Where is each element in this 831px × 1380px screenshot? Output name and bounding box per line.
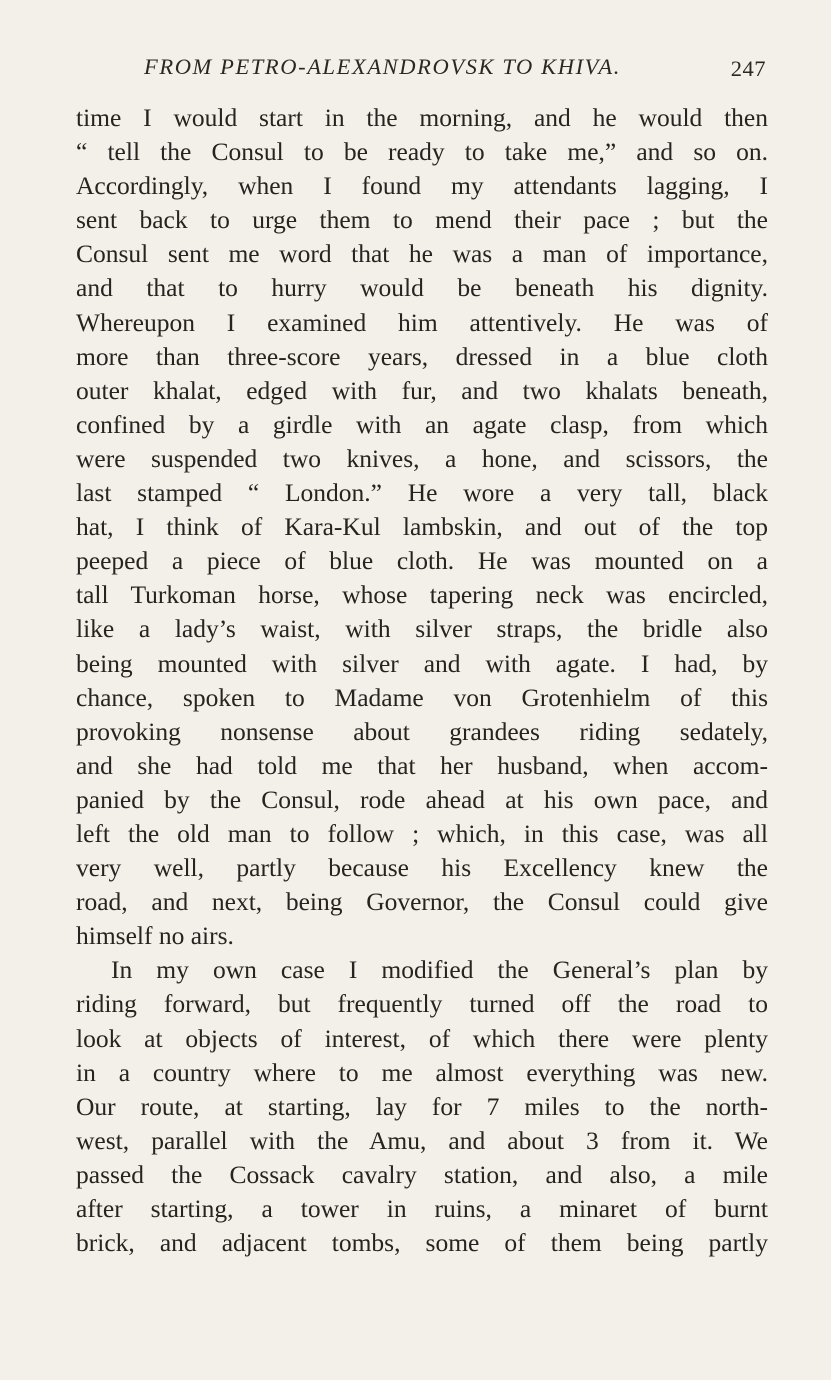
text-line: time I would start in the morning, and he would then (76, 103, 768, 132)
text-line: being mounted with silver and with agate. I had, by (76, 648, 768, 678)
running-head (76, 52, 768, 88)
text-line: chance, spoken to Madame von Grotenhielm of this (76, 682, 768, 712)
text-line: road, and next, being Governor, the Consul could give (76, 887, 768, 917)
text-line: riding forward, but frequently turned off the road to (76, 989, 768, 1019)
text-line: Our route, at starting, lay for 7 miles to the north- (76, 1091, 768, 1121)
text-line: Whereupon I examined him attentively. He was of (76, 307, 768, 337)
text-line: panied by the Consul, rode ahead at his own pace, and (76, 784, 768, 814)
text-line: outer khalat, edged with fur, and two khalats beneath, (76, 375, 768, 405)
text-line: west, parallel with the Amu, and about 3 from it. We (76, 1125, 768, 1155)
text-line: in a country where to me almost everything was new. (76, 1057, 768, 1087)
text-line: more than three-score years, dressed in a blue cloth (76, 341, 768, 371)
text-line: look at objects of interest, of which there were plenty (76, 1023, 768, 1053)
text-line: like a lady’s waist, with silver straps, the bridle also (76, 614, 768, 644)
text-line: provoking nonsense about grandees riding sedately, (76, 716, 768, 746)
text-line: and that to hurry would be beneath his dignity. (76, 273, 768, 303)
text-line: left the old man to follow ; which, in this case, was all (76, 818, 768, 848)
text-line: last stamped “ London.” He wore a very tall, black (76, 478, 768, 508)
text-line: confined by a girdle with an agate clasp, from which (76, 409, 768, 439)
text-line: sent back to urge them to mend their pace ; but the (76, 205, 768, 235)
text-line: Accordingly, when I found my attendants lagging, I (76, 171, 768, 201)
text-line: hat, I think of Kara-Kul lambskin, and out of the top (76, 512, 768, 542)
text-line: and she had told me that her husband, when accom- (76, 750, 768, 780)
text-line: brick, and adjacent tombs, some of them being partly (76, 1228, 768, 1258)
running-title: FROM PETRO-ALEXANDROVSK TO KHIVA. (144, 54, 621, 79)
text-line: very well, partly because his Excellency knew the (76, 853, 768, 883)
paragraph-first-line: In my own case I modified the General’s plan by (111, 955, 768, 985)
paragraph-end-line: himself no airs. (76, 921, 234, 951)
text-line: “ tell the Consul to be ready to take me,” and so on. (76, 137, 768, 167)
page-number: 247 (730, 56, 766, 81)
text-line: were suspended two knives, a hone, and scissors, the (76, 443, 768, 473)
text-line: Consul sent me word that he was a man of importance, (76, 239, 768, 269)
text-line: passed the Cossack cavalry station, and also, a mile (76, 1159, 768, 1189)
body-text (76, 101, 768, 1260)
text-line: peeped a piece of blue cloth. He was mounted on a (76, 546, 768, 576)
text-line: after starting, a tower in ruins, a minaret of burnt (76, 1194, 768, 1223)
text-line: tall Turkoman horse, whose tapering neck was encircled, (76, 580, 768, 610)
